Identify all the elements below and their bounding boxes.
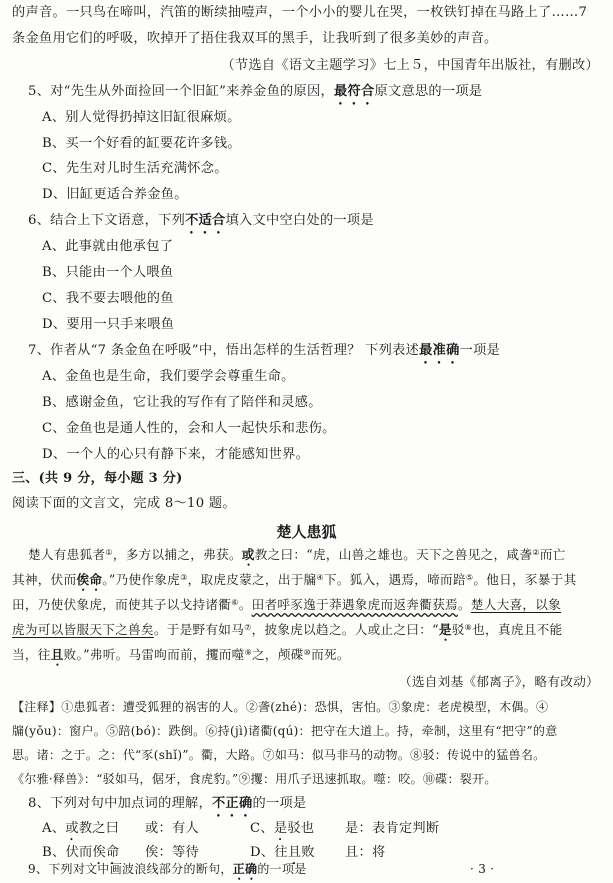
source-citation: （选自刘基《郁离子》，略有改动） xyxy=(399,674,599,689)
question-9-stem: 9、下列对文中画波浪线部分的断句，正确的一项是 xyxy=(28,862,307,876)
emphasis-text: 最准确 xyxy=(419,343,460,358)
passage-line: 的声音。一只鸟在啼叫，汽笛的断续抽噎声，一个小小的婴儿在哭，一枚铁钉掉在马路上了……7 xyxy=(12,5,588,20)
gloss: 或：有人 xyxy=(145,821,199,836)
question-6-stem: 6、结合上下文语意，下列不适合填入文中空白处的一项是 xyxy=(28,213,374,228)
passage-line: 条金鱼用它们的呼吸，吹掉开了捂住我双耳的黑手，让我听到了很多美妙的声音。 xyxy=(12,31,498,46)
emphasis-text: 不正确 xyxy=(212,796,253,811)
underlined-sentence: 虎为可以皆服天下之兽矣 xyxy=(12,622,154,637)
notes-line: 【注释】①患狐者：遭受狐狸的祸害的人。②詟(zhé)：恐惧，害怕。③象虎：老虎模型，木偶。④ xyxy=(12,700,549,714)
notes-line: 《尔雅·释兽》：“驳如马，倨牙，食虎豹。”⑨攫：用爪子迅速抓取。噬：咬。⑩碟：裂开。 xyxy=(12,772,497,786)
section-heading: 三、(共 9 分，每小题 3 分) xyxy=(12,471,183,486)
option-c: C、金鱼也是通人性的，会和人一起快乐和悲伤。 xyxy=(42,421,336,436)
option-d: D、一个人的心只有静下来，才能感知世界。 xyxy=(42,447,310,462)
option-d: D、往且败 xyxy=(250,845,315,860)
classical-line: 田，乃使伏象虎，而使其子以戈持诸衢⑥。田者呼豕逸于莽遇象虎而返奔衢获焉。楚人大喜，以象 xyxy=(12,597,562,612)
option-b: B、感谢金鱼，它让我的写作有了陪伴和灵感。 xyxy=(42,395,322,410)
emphasis-text: 最符合 xyxy=(334,84,375,99)
gloss: 俟：等待 xyxy=(145,845,199,860)
option-a: A、此事就由他承包了 xyxy=(42,239,174,254)
underlined-sentence: 楚人大喜，以象 xyxy=(470,597,562,612)
passage-title: 楚人患狐 xyxy=(276,523,337,541)
classical-line: 楚人有患狐者①，多方以捕之，弗获。或教之曰：“虎，山兽之雄也。天下之兽见之，咸詟②而亡 xyxy=(28,547,566,562)
emphasis-text: 不适合 xyxy=(185,213,226,228)
question-8-stem: 8、下列对句中加点词的理解，不正确的一项是 xyxy=(28,796,307,811)
gloss: 是：表肯定判断 xyxy=(345,821,440,836)
source-citation: （节选自《语文主题学习》七上５，中国青年出版社，有删改） xyxy=(221,58,599,73)
emphasis-text: 正确 xyxy=(232,862,258,876)
classical-line: 当，往且败。”弗听。马雷呴而前，攫而噬⑨之，颅碟⑩而死。 xyxy=(12,647,350,662)
notes-line: 牖(yǒu)：窗户。⑤踣(bó)：跌倒。⑥持(jì)诸衢(qú)：把守在大道上。持，牵制，这里有“把守”的意 xyxy=(12,724,558,738)
option-b: B、伏而俟命 xyxy=(42,845,120,860)
option-b: B、买一个好看的缸要花许多钱。 xyxy=(42,136,241,151)
notes-line: 思。诸：之于。之：代“豕(shǐ)”。衢，大路。⑦如马：似马非马的动物。⑧驳：传说中的猛兽名。 xyxy=(12,748,546,762)
option-c: C、是驳也 xyxy=(250,821,315,836)
option-d: D、旧缸更适合养金鱼。 xyxy=(42,187,188,202)
section-intro: 阅读下面的文言文，完成 8～10 题。 xyxy=(12,496,236,511)
question-7-stem: 7、作者从“7 条金鱼在呼吸”中，悟出怎样的生活哲理？ 下列表述最准确一项是 xyxy=(28,343,501,358)
classical-line: 其神，伏而俟命。”乃使作象虎③，取虎皮蒙之，出于牖④下。狐入，遇焉，啼而踣⑤。他日，豕暴于其 xyxy=(12,572,577,587)
wavy-underlined-sentence: 田者呼豕逸于莽遇象虎而返奔衢获焉 xyxy=(251,597,458,612)
page-number: · 3 · xyxy=(470,862,495,876)
option-b: B、只能由一个人喂鱼 xyxy=(42,265,174,280)
classical-line: 虎为可以皆服天下之兽矣。于是野有如马⑦，披象虎以趋之。人或止之曰：“是驳⑧也，真虎且不能 xyxy=(12,622,563,637)
option-d: D、要用一只手来喂鱼 xyxy=(42,317,175,332)
gloss: 且：将 xyxy=(345,845,386,860)
option-a: A、别人觉得扔掉这旧缸很麻烦。 xyxy=(42,110,241,125)
question-5-stem: 5、对“先生从外面捡回一个旧缸”来养金鱼的原因，最符合原文意思的一项是 xyxy=(28,84,483,99)
option-c: C、我不要去喂他的鱼 xyxy=(42,291,174,306)
option-a: A、或教之曰 xyxy=(42,821,120,836)
option-a: A、金鱼也是生命，我们要学会尊重生命。 xyxy=(42,369,295,384)
option-c: C、先生对儿时生活充满怀念。 xyxy=(42,161,228,176)
